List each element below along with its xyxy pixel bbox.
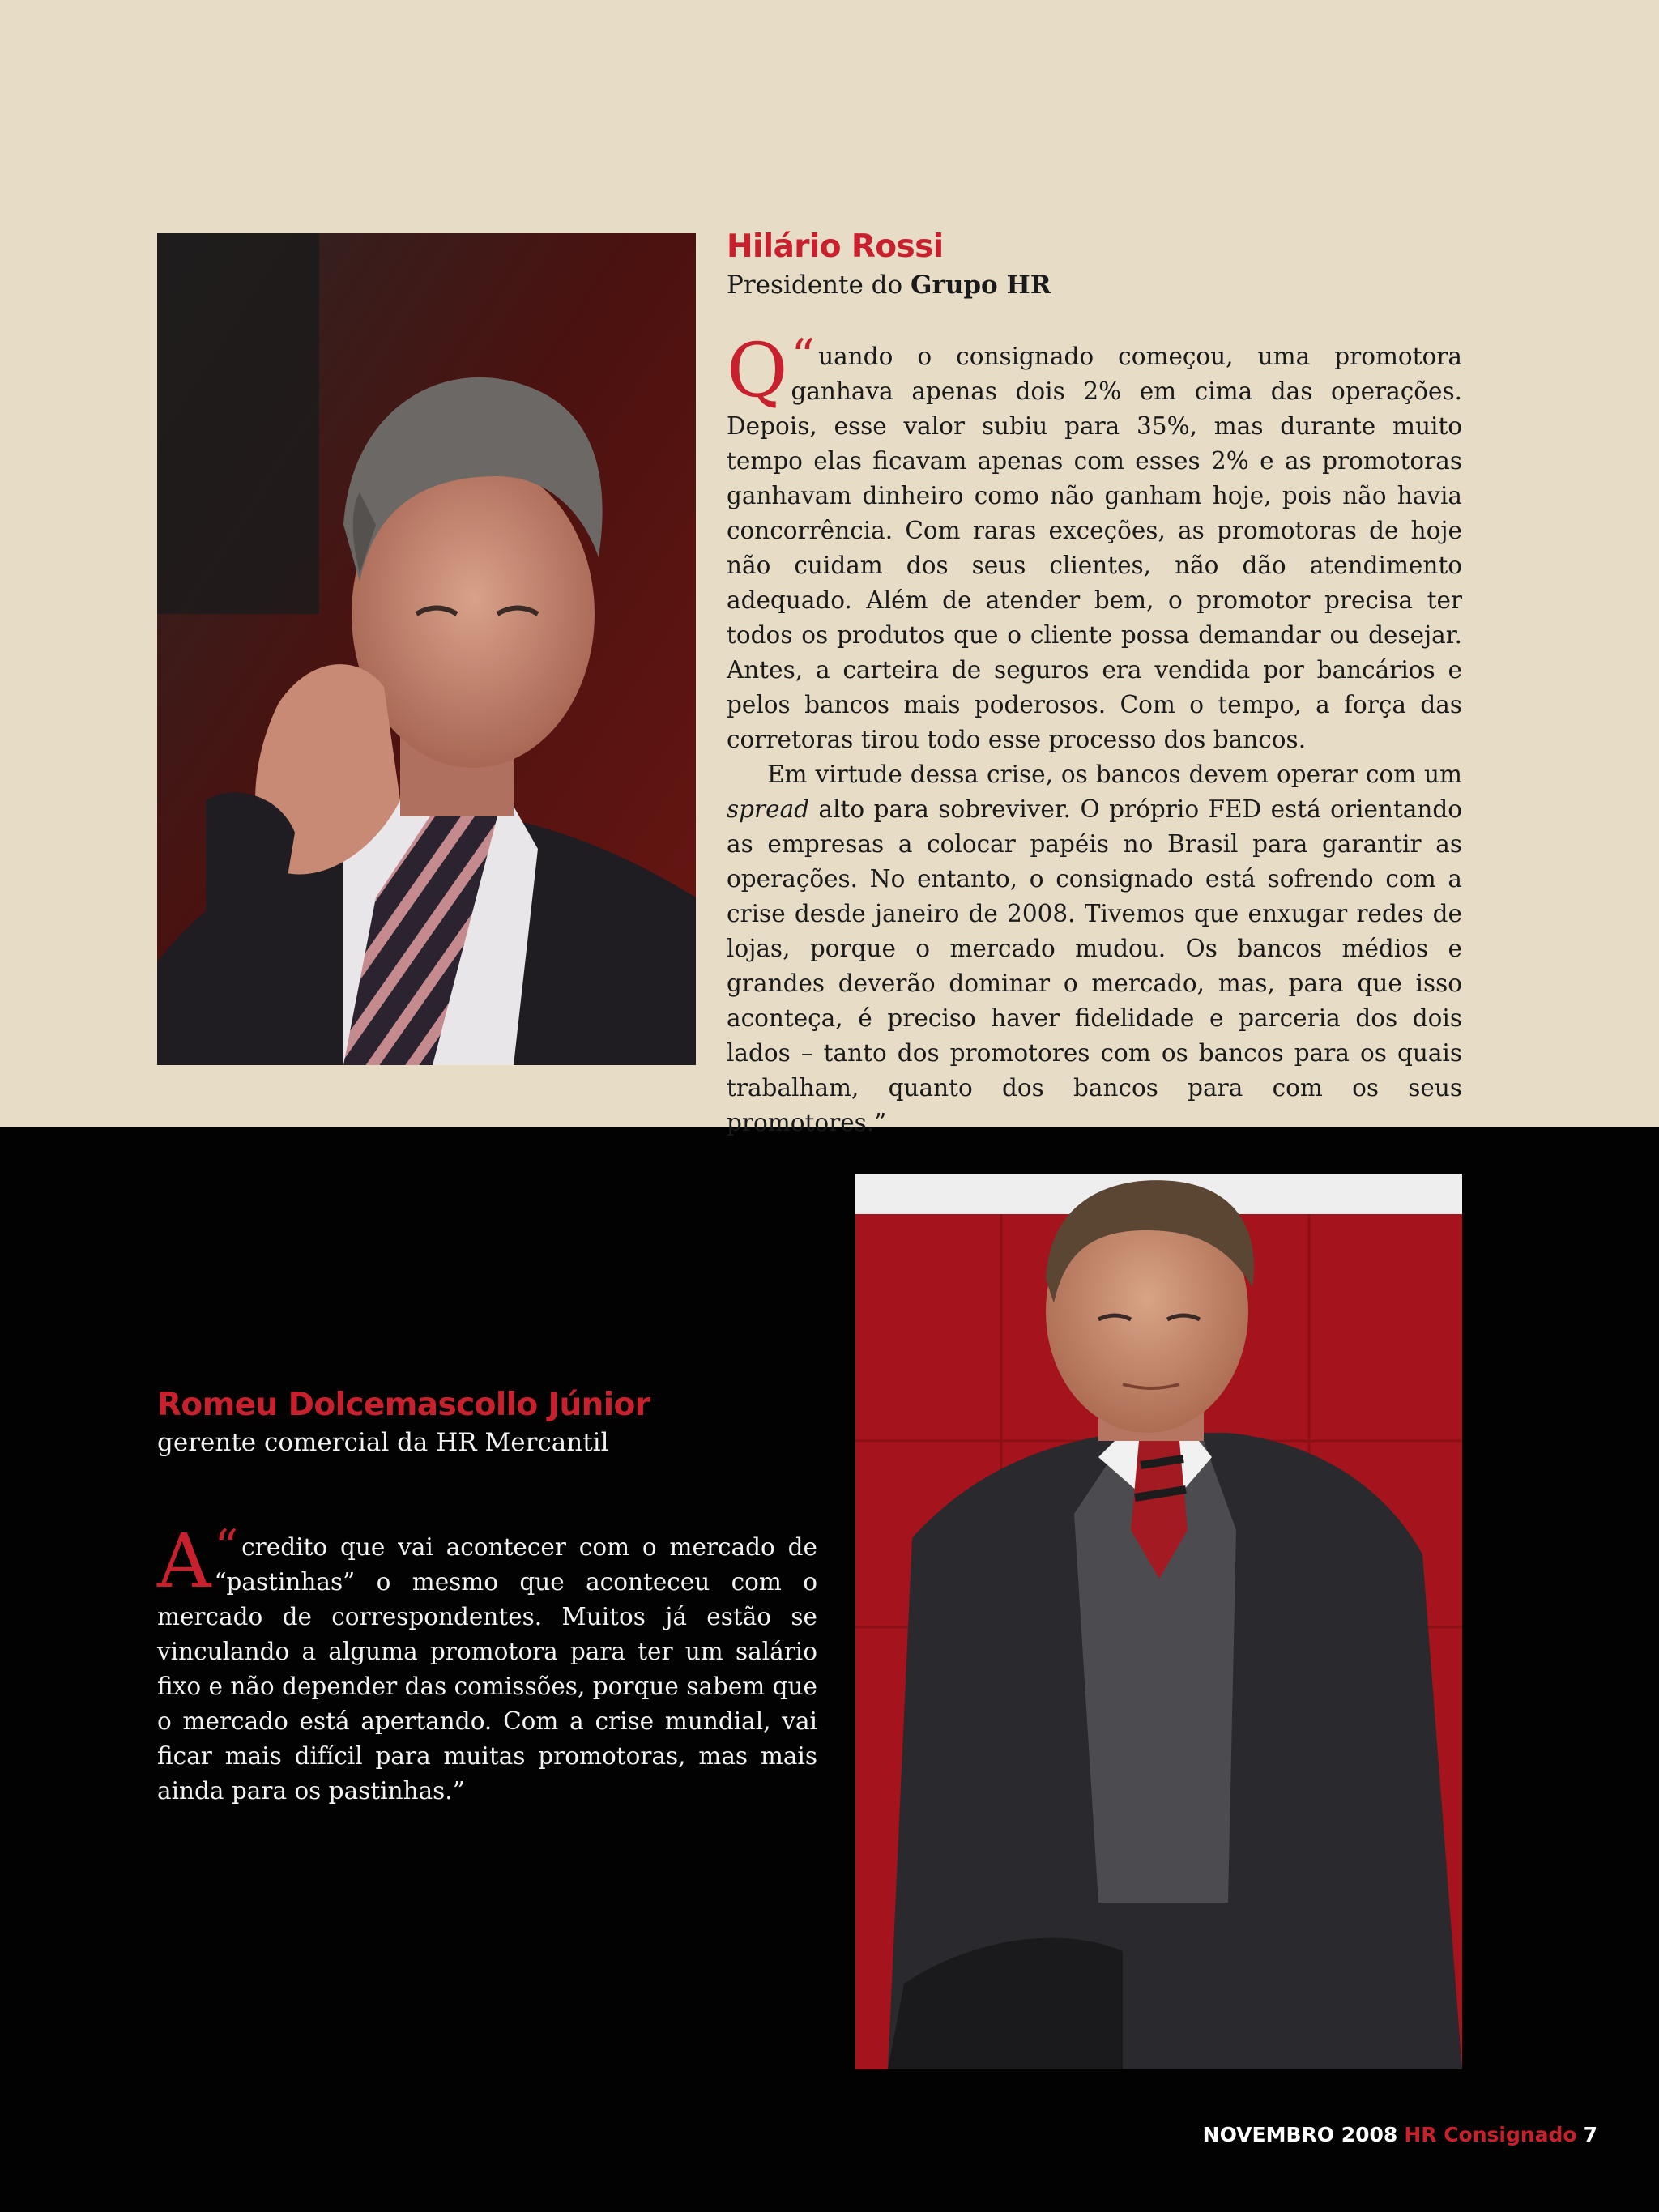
hilario-rossi-role: [727, 271, 1051, 300]
paragraph-text: uando o consignado começou, uma promotora ganhava apenas dois 2% em cima das operações. Depois, esse valor subiu para 35%, mas durante muito tempo elas ficavam apenas com esses 2% e as promotoras ganhavam dinheiro como não ganham hoje, pois não havia concorrência. Com raras exceções, as promotoras de hoje não cuidam dos seus clientes, não dão atendimento adequado. Além de atender bem, o promotor precisa ter todos os produtos que o cliente possa demandar ou desejar. Antes, a carteira de seguros era vendida por bancários e pelos bancos mais poderosos. Com o tempo, a força das corretoras tirou todo esse processo dos bancos.: [727, 343, 1462, 753]
romeu-dolcemascollo-name: Romeu Dolcemascollo Júnior: [157, 1387, 650, 1423]
page-footer: [1203, 2123, 1597, 2146]
drop-cap: Q: [727, 327, 788, 414]
hilario-rossi-name: Hilário Rossi: [727, 228, 944, 265]
page-number: 7: [1583, 2123, 1597, 2146]
paragraph-text-rest: alto para sobreviver. O próprio FED está orientando as empresas a colocar papéis no Brasil para garantir as operações. No entanto, o consignado está sofrendo com a crise desde janeiro de 2008. Tivemos que enxugar redes de lojas, porque o mercado mudou. Os bancos médios e grandes deverão dominar o mercado, mas, para que isso aconteça, é preciso haver fidelidade e parceria dos dois lados – tanto dos promotores com os bancos para os quais trabalham, quanto dos bancos para com os seus promotores.”: [727, 795, 1462, 1136]
quote-paragraph-2: [727, 757, 1462, 1140]
paragraph-italic-term: spread: [727, 795, 810, 823]
paragraph-text-start: Em virtude dessa crise, os bancos devem operar com um: [767, 761, 1462, 788]
magazine-name: HR Consignado: [1404, 2123, 1577, 2146]
role-company: Grupo HR: [911, 271, 1051, 300]
romeu-dolcemascollo-quote: [157, 1518, 817, 1809]
quote-paragraph-1: [157, 1518, 817, 1809]
romeu-dolcemascollo-role: gerente comercial da HR Mercantil: [157, 1428, 609, 1457]
romeu-dolcemascollo-photo: [855, 1174, 1462, 2069]
opening-quote-mark: “: [214, 1519, 239, 1575]
drop-cap: A: [157, 1518, 211, 1605]
issue-date: NOVEMBRO 2008: [1202, 2123, 1398, 2146]
quote-paragraph-1: [727, 327, 1462, 757]
role-prefix: Presidente do: [727, 271, 903, 300]
hilario-rossi-quote: [727, 327, 1462, 1140]
hilario-rossi-photo: [157, 233, 696, 1065]
paragraph-text: credito que vai acontecer com o mercado de “pastinhas” o mesmo que aconteceu com o mercado de correspondentes. Muitos já estão se vinculando a alguma promotora para ter um salário fixo e não depender das comissões, porque sabem que o mercado está apertando. Com a crise mundial, vai ficar mais difícil para muitas promotoras, mas mais ainda para os pastinhas.”: [157, 1533, 817, 1805]
opening-quote-mark: “: [791, 329, 816, 384]
